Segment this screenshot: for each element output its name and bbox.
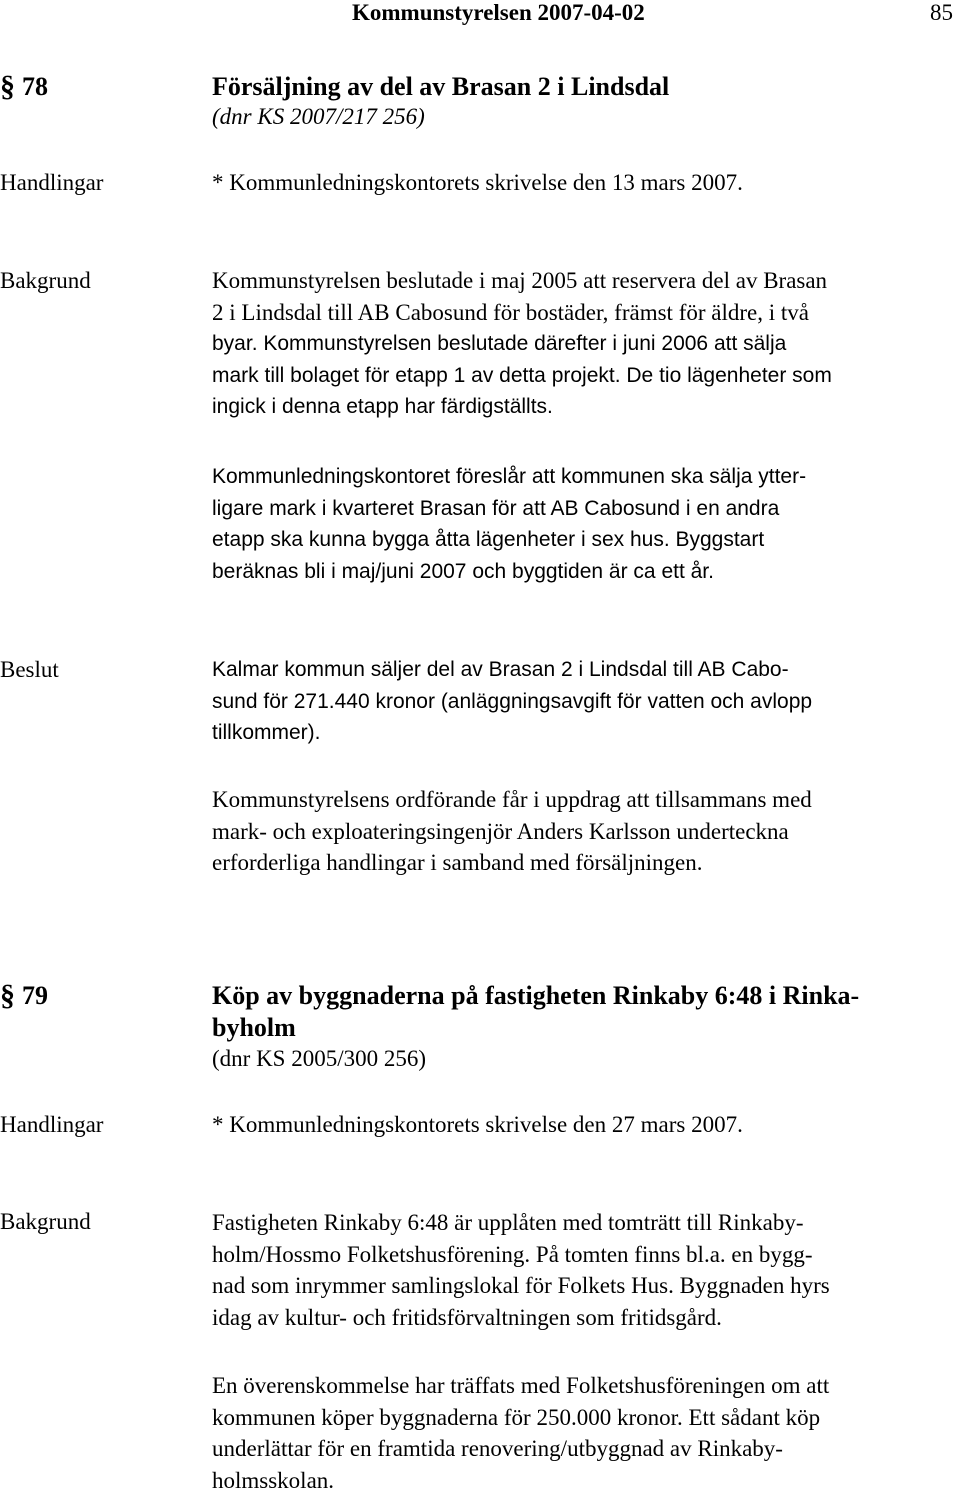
section-78-bakgrund-paragraph-1 bbox=[212, 265, 832, 423]
section-78-beslut-paragraph-1 bbox=[212, 654, 812, 749]
page-number: 85 bbox=[930, 0, 953, 26]
section-79-bakgrund-label: Bakgrund bbox=[0, 1209, 91, 1235]
text-line: ingick i denna etapp har färdigställts. bbox=[212, 391, 832, 423]
text-line: etapp ska kunna bygga åtta lägenheter i sex hus. Byggstart bbox=[212, 524, 806, 556]
text-line: mark till bolaget för etapp 1 av detta projekt. De tio lägenheter som bbox=[212, 360, 832, 392]
text-line: Kalmar kommun säljer del av Brasan 2 i Lindsdal till AB Cabo- bbox=[212, 654, 812, 686]
text-line: tillkommer). bbox=[212, 717, 812, 749]
section-78-paragraph-symbol: § bbox=[0, 70, 15, 104]
text-line: ligare mark i kvarteret Brasan för att AB Cabosund i en andra bbox=[212, 493, 806, 525]
section-79-bakgrund-paragraph-1 bbox=[212, 1207, 830, 1333]
section-78-beslut-paragraph-2 bbox=[212, 784, 812, 879]
text-line: holmsskolan. bbox=[212, 1465, 829, 1496]
text-line: Fastigheten Rinkaby 6:48 är upplåten med tomträtt till Rinkaby- bbox=[212, 1207, 830, 1239]
section-78-number: 78 bbox=[22, 72, 48, 102]
section-79-bakgrund-paragraph-2 bbox=[212, 1370, 829, 1496]
text-line: sund för 271.440 kronor (anläggningsavgift för vatten och avlopp bbox=[212, 686, 812, 718]
text-line: idag av kultur- och fritidsförvaltningen som fritidsgård. bbox=[212, 1302, 830, 1334]
text-line: mark- och exploateringsingenjör Anders Karlsson underteckna bbox=[212, 816, 812, 848]
text-line: 2 i Lindsdal till AB Cabosund för bostäder, främst för äldre, i två bbox=[212, 297, 832, 329]
text-line: kommunen köper byggnaderna för 250.000 kronor. Ett sådant köp bbox=[212, 1402, 829, 1434]
text-line: nad som inrymmer samlingslokal för Folkets Hus. Byggnaden hyrs bbox=[212, 1270, 830, 1302]
section-78-dnr: (dnr KS 2007/217 256) bbox=[212, 104, 425, 130]
text-line: Kommunledningskontoret föreslår att kommunen ska sälja ytter- bbox=[212, 461, 806, 493]
text-line: Kommunstyrelsen beslutade i maj 2005 att reservera del av Brasan bbox=[212, 265, 832, 297]
section-78-title bbox=[212, 71, 669, 103]
page-header-title: Kommunstyrelsen 2007-04-02 bbox=[352, 0, 645, 26]
section-78-beslut-label: Beslut bbox=[0, 657, 59, 683]
text-line: underlättar för en framtida renovering/utbyggnad av Rinkaby- bbox=[212, 1433, 829, 1465]
section-79-title bbox=[212, 980, 859, 1044]
text-line: beräknas bli i maj/juni 2007 och byggtiden är ca ett år. bbox=[212, 556, 806, 588]
text-line: byar. Kommunstyrelsen beslutade därefter i juni 2006 att sälja bbox=[212, 328, 832, 360]
title-line: Försäljning av del av Brasan 2 i Lindsdal bbox=[212, 71, 669, 103]
text-line: Kommunstyrelsens ordförande får i uppdrag att tillsammans med bbox=[212, 784, 812, 816]
section-78-handlingar-label: Handlingar bbox=[0, 170, 103, 196]
text-line: erforderliga handlingar i samband med försäljningen. bbox=[212, 847, 812, 879]
title-line: byholm bbox=[212, 1012, 859, 1044]
section-79-handlingar-text: * Kommunledningskontorets skrivelse den 27 mars 2007. bbox=[212, 1112, 743, 1138]
title-line: Köp av byggnaderna på fastigheten Rinkaby 6:48 i Rinka- bbox=[212, 980, 859, 1012]
section-79-dnr: (dnr KS 2005/300 256) bbox=[212, 1046, 426, 1072]
text-line: holm/Hossmo Folketshusförening. På tomten finns bl.a. en bygg- bbox=[212, 1239, 830, 1271]
section-79-handlingar-label: Handlingar bbox=[0, 1112, 103, 1138]
section-79-number: 79 bbox=[22, 981, 48, 1011]
section-78-bakgrund-label: Bakgrund bbox=[0, 268, 91, 294]
text-line: En överenskommelse har träffats med Folketshusföreningen om att bbox=[212, 1370, 829, 1402]
section-78-handlingar-text: * Kommunledningskontorets skrivelse den 13 mars 2007. bbox=[212, 170, 743, 196]
section-79-paragraph-symbol: § bbox=[0, 979, 15, 1013]
section-78-bakgrund-paragraph-2 bbox=[212, 461, 806, 587]
